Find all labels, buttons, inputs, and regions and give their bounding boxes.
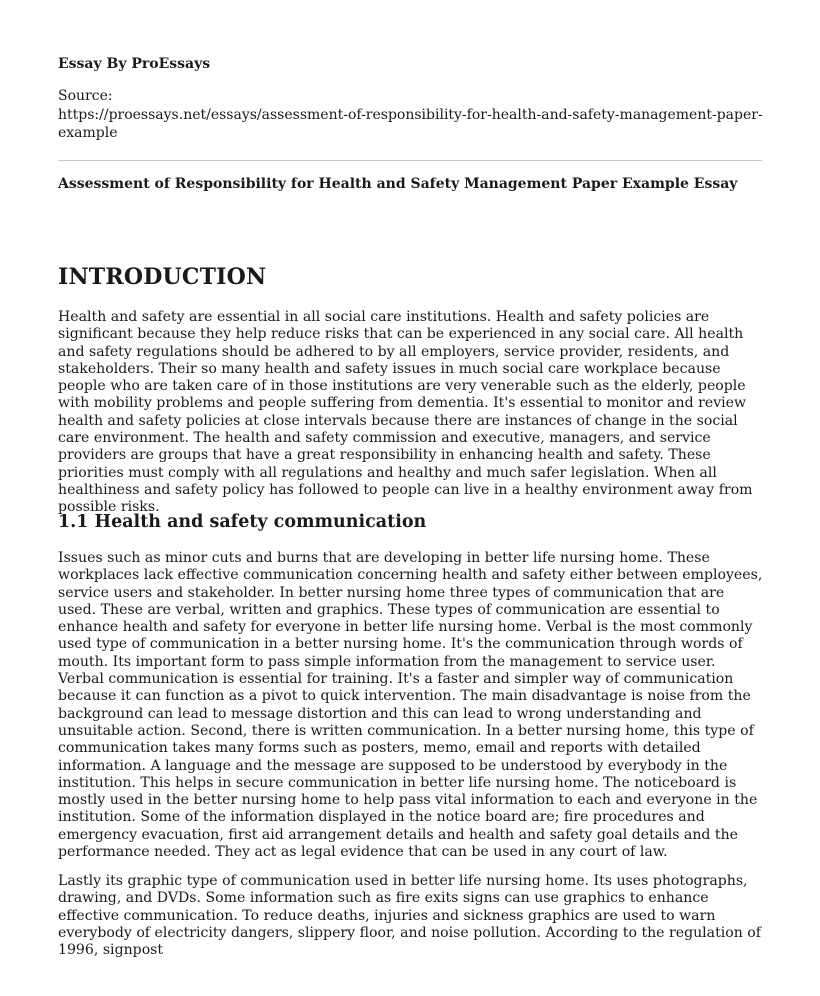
intro-paragraph: Health and safety are essential in all social care institutions. Health and safety policies are significant because they help reduce risks that can be experienced in any social care. All health and safety regulations should be adhered to by all employers, service provider, residents, and stakeholders. Their so many health and safety issues in much social care workplace because people who are taken care of in those institutions are very venerable such as the elderly, people with mobility problems and people suffering from dementia. It's essential to monitor and review health and safety policies at close intervals because there are instances of change in the social care environment. The health and safety commission and executive, managers, and service providers are groups that have a great responsibility in enhancing health and safety. These priorities must comply with all regulations and healthy and much safer legislation. When all healthiness and safety policy has followed to people can live in a healthy environment away from possible risks. [58, 309, 753, 516]
subsection-heading-communication: 1.1 Health and safety communication [58, 512, 427, 532]
source-label: Source: [58, 88, 113, 104]
communication-paragraph-1: Issues such as minor cuts and burns that are developing in better life nursing home. These workplaces lack effective communication concerning health and safety either between employees, service users and stakeholder. In better nursing home three types of communication that are used. These are verbal, written and graphics. These types of communication are essential to enhance health and safety for everyone in better life nursing home. Verbal is the most commonly used type of communication in a better nursing home. It's the communication through words of mouth. Its important form to pass simple information from the management to service user. Verbal communication is essential for training. It's a faster and simpler way of communication because it can function as a pivot to quick intervention. The main disadvantage is noise from the background can lead to message distortion and this can lead to wrong understanding and unsuitable action. Second, there is written communication. In a better nursing home, this type of communication takes many forms such as posters, memo, email and reports with detailed information. A language and the message are supposed to be understood by everybody in the institution. This helps in secure communication in better life nursing home. The noticeboard is mostly used in the better nursing home to help pass vital information to each and everyone in the institution. Some of the information displayed in the notice board are; fire procedures and emergency evacuation, first aid arrangement details and health and safety goal details and the performance needed. They act as legal evidence that can be used in any court of law. [58, 550, 763, 861]
section-heading-introduction: INTRODUCTION [58, 264, 267, 290]
byline: Essay By ProEssays [58, 56, 211, 72]
document-title: Assessment of Responsibility for Health and Safety Management Paper Example Essay [58, 176, 738, 192]
communication-paragraph-2: Lastly its graphic type of communication used in better life nursing home. Its uses photographs, drawing, and DVDs. Some information such as fire exits signs can use graphics to enhance effective communication. To reduce deaths, injuries and sickness graphics are used to warn everybody of electricity dangers, slippery floor, and noise pollution. According to the regulation of 1996, signpost [58, 873, 762, 959]
header-divider [58, 160, 762, 161]
source-link[interactable]: https://proessays.net/essays/assessment-of-responsibility-for-health-and-safety-management-paper-example [58, 107, 763, 141]
